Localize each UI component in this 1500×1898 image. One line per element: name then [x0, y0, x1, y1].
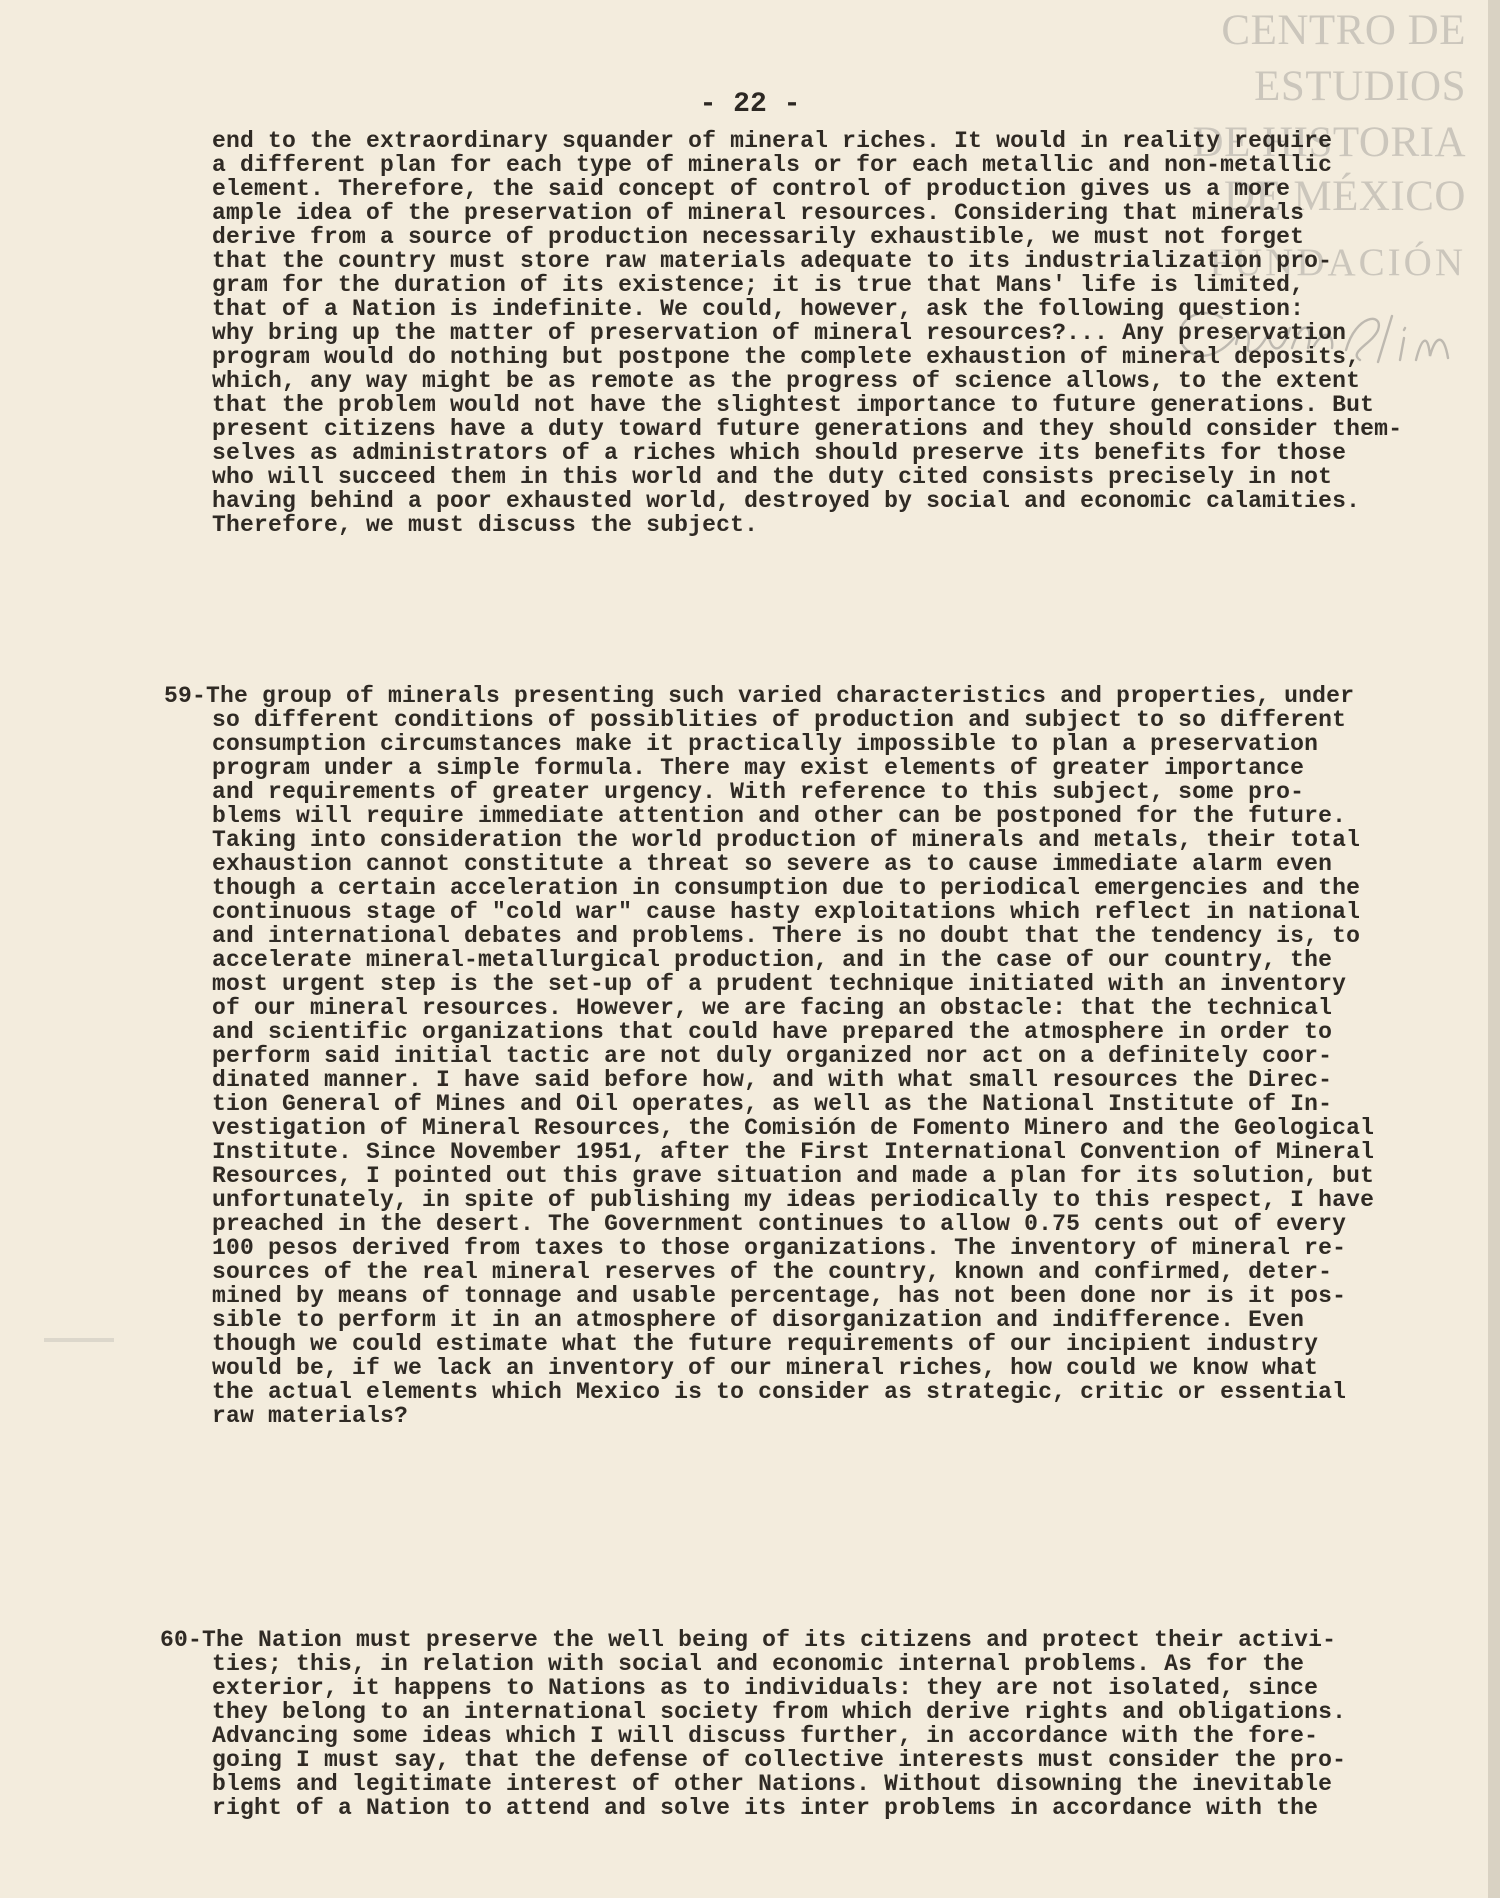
page-number: - 22 - [699, 89, 801, 120]
text-line: program would do nothing but postpone the complete exhaustion of mineral deposits, [212, 344, 1361, 370]
text-line: though we could estimate what the future requirements of our incipient industry [212, 1331, 1319, 1357]
text-line: most urgent step is the set-up of a prudent technique initiated with an inventory [212, 971, 1347, 997]
watermark-line: ESTUDIOS [1254, 63, 1466, 110]
text-line: raw materials? [212, 1403, 409, 1429]
text-line: having behind a poor exhausted world, destroyed by social and economic calamities. [212, 488, 1361, 514]
text-line: a different plan for each type of minerals or for each metallic and non-metallic [212, 152, 1333, 178]
text-line: Resources, I pointed out this grave situation and made a plan for its solution, but [212, 1163, 1375, 1189]
text-line: dinated manner. I have said before how, and with what small resources the Direc- [212, 1067, 1333, 1093]
text-line: unfortunately, in spite of publishing my ideas periodically to this respect, I have [212, 1187, 1375, 1213]
text-line: 60-The Nation must preserve the well being of its citizens and protect their activi- [160, 1627, 1337, 1653]
text-line: that of a Nation is indefinite. We could, however, ask the following question: [212, 296, 1305, 322]
text-line: who will succeed them in this world and the duty cited consists precisely in not [212, 464, 1333, 490]
text-line: and scientific organizations that could have prepared the atmosphere in order to [212, 1019, 1333, 1045]
text-line: sible to perform it in an atmosphere of disorganization and indifference. Even [212, 1307, 1305, 1333]
text-line: the actual elements which Mexico is to consider as strategic, critic or essential [212, 1379, 1347, 1405]
text-line: derive from a source of production necessarily exhaustible, we must not forget [212, 224, 1305, 250]
text-line: which, any way might be as remote as the progress of science allows, to the extent [212, 368, 1361, 394]
text-line: end to the extraordinary squander of mineral riches. It would in reality require [212, 128, 1333, 154]
text-line: exterior, it happens to Nations as to individuals: they are not isolated, since [212, 1675, 1319, 1701]
text-line: exhaustion cannot constitute a threat so severe as to cause immediate alarm even [212, 851, 1333, 877]
text-line: 59-The group of minerals presenting such varied characteristics and properties, under [164, 683, 1355, 709]
text-line: tion General of Mines and Oil operates, as well as the National Institute of In- [212, 1091, 1333, 1117]
text-line: vestigation of Mineral Resources, the Comisión de Fomento Minero and the Geological [212, 1115, 1375, 1141]
text-line: so different conditions of possiblities of production and subject to so different [212, 707, 1347, 733]
scan-edge-strip [1488, 0, 1500, 1898]
watermark-line: FUNDACIÓN [1209, 241, 1466, 284]
text-line: why bring up the matter of preservation of mineral resources?... Any preservation [212, 320, 1347, 346]
text-line: going I must say, that the defense of collective interests must consider the pro- [212, 1747, 1347, 1773]
text-line: mined by means of tonnage and usable percentage, has not been done nor is it pos- [212, 1283, 1347, 1309]
text-line: that the country must store raw materials adequate to its industrialization pro- [212, 248, 1333, 274]
text-line: Therefore, we must discuss the subject. [212, 512, 759, 538]
watermark-line: CENTRO DE [1221, 7, 1466, 54]
text-line: right of a Nation to attend and solve its inter problems in accordance with the [212, 1795, 1319, 1821]
watermark-line: DE MÉXICO [1223, 173, 1466, 220]
text-line: program under a simple formula. There may exist elements of greater importance [212, 755, 1305, 781]
text-line: element. Therefore, the said concept of control of production gives us a more [212, 176, 1291, 202]
text-line: continuous stage of "cold war" cause hasty exploitations which reflect in national [212, 899, 1361, 925]
text-line: and requirements of greater urgency. With reference to this subject, some pro- [212, 779, 1305, 805]
text-line: preached in the desert. The Government continues to allow 0.75 cents out of every [212, 1211, 1347, 1237]
text-line: Taking into consideration the world production of minerals and metals, their total [212, 827, 1361, 853]
text-line: blems and legitimate interest of other Nations. Without disowning the inevitable [212, 1771, 1333, 1797]
text-line: accelerate mineral-metallurgical production, and in the case of our country, the [212, 947, 1333, 973]
text-line: though a certain acceleration in consumption due to periodical emergencies and the [212, 875, 1361, 901]
text-line: sources of the real mineral reserves of the country, known and confirmed, deter- [212, 1259, 1333, 1285]
text-line: perform said initial tactic are not duly organized nor act on a definitely coor- [212, 1043, 1333, 1069]
text-line: Advancing some ideas which I will discuss further, in accordance with the fore- [212, 1723, 1319, 1749]
text-line: they belong to an international society from which derive rights and obligations. [212, 1699, 1347, 1725]
text-line: selves as administrators of a riches which should preserve its benefits for those [212, 440, 1347, 466]
text-line: ample idea of the preservation of mineral resources. Considering that minerals [212, 200, 1305, 226]
text-line: Institute. Since November 1951, after the First International Convention of Mineral [212, 1139, 1375, 1165]
scan-mark [44, 1338, 114, 1342]
text-line: consumption circumstances make it practically impossible to plan a preservation [212, 731, 1319, 757]
watermark-line: DE HISTORIA [1192, 119, 1466, 166]
text-line: ties; this, in relation with social and economic internal problems. As for the [212, 1651, 1305, 1677]
text-line: present citizens have a duty toward future generations and they should consider them- [212, 416, 1403, 442]
text-line: 100 pesos derived from taxes to those organizations. The inventory of mineral re- [212, 1235, 1347, 1261]
text-line: and international debates and problems. There is no doubt that the tendency is, to [212, 923, 1361, 949]
text-line: that the problem would not have the slightest importance to future generations. But [212, 392, 1375, 418]
text-line: of our mineral resources. However, we are facing an obstacle: that the technical [212, 995, 1333, 1021]
text-line: gram for the duration of its existence; it is true that Mans' life is limited, [212, 272, 1305, 298]
text-line: blems will require immediate attention and other can be postponed for the future. [212, 803, 1347, 829]
text-line: would be, if we lack an inventory of our mineral riches, how could we know what [212, 1355, 1319, 1381]
